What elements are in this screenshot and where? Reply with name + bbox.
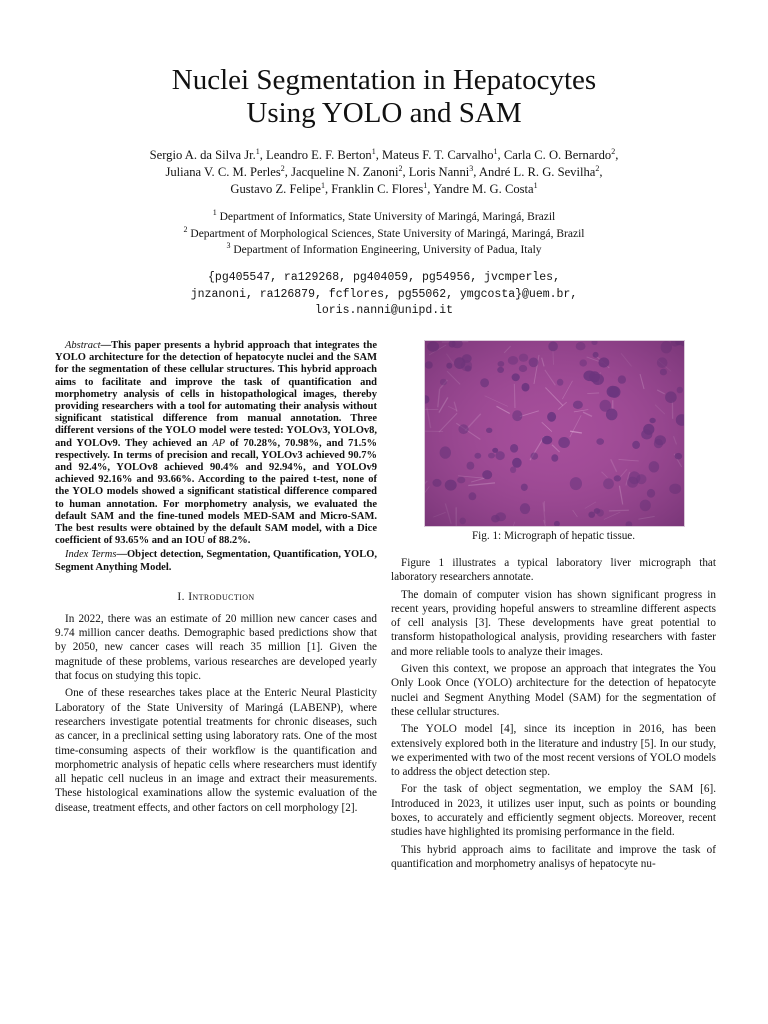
paragraph: Figure 1 illustrates a typical laboratory liver micrograph that laboratory researchers annotate.: [391, 557, 716, 584]
author-name: André L. R. G. Sevilha: [478, 165, 596, 179]
author-name: Carla C. O. Bernardo: [503, 148, 612, 162]
author-affiliation-mark: 2: [611, 146, 616, 156]
paragraph: In 2022, there was an estimate of 20 million new cancer cases and 9.74 million cancer deaths. Demographic based predictions show that by 2050, new cancer cases will reach 35 million [1]. Given the magnitude of these problems, various researches are developed yearly that focus on studying this topic.: [55, 612, 377, 683]
title-line-2: Using YOLO and SAM: [246, 97, 522, 129]
title-line-1: Nuclei Segmentation in Hepatocytes: [171, 64, 597, 96]
paragraph: One of these researches takes place at the Enteric Neural Plasticity Laboratory of the State University of Maringá (LABENP), where researchers investigate potential treatments for chronic diseases, such as cancer, in a preclinical setting using laboratory rats. One of the most time-consuming aspects of their workflow is the quantification and morphometric analysis of hepatic cells where researchers must identify all hepatic cell nucleus in an image and extract their measurements. These histological examinations allow the systemic evaluation of the disease, treatment effects, and other factors on cell morphology [2].: [55, 687, 377, 814]
paragraph: The YOLO model [4], since its inception in 2016, has been extensively explored both in the literature and industry [5]. In our study, we experimented with two of the most recent versions of YOLO models to address the object detection step.: [391, 723, 716, 779]
index-terms-lead: Index Terms: [65, 549, 117, 561]
section-heading-introduction: I. Introduction: [177, 590, 255, 603]
micrograph-image: [424, 340, 685, 527]
right-text: [391, 556, 716, 871]
author-affiliation-mark: 1: [320, 180, 325, 190]
index-terms: Index Terms—Object detection, Segmentation, Quantification, YOLO, Segment Anything Model.: [55, 549, 377, 573]
affiliation-item: $^2$ Department of Morphological Sciences, State University of Maringá, Maringá, Brazil: [183, 224, 585, 240]
email-line: {pg405547, ra129268, pg404059, pg54956, jvcmperles,: [208, 271, 560, 284]
affiliation-item: $^3$ Department of Information Engineering, University of Padua, Italy: [226, 241, 542, 256]
author-affiliation-mark: 1: [533, 180, 538, 190]
vignette-overlay: [425, 341, 684, 526]
author-affiliation-mark: 1: [493, 146, 498, 156]
author-list: [60, 147, 708, 198]
paragraph: For the task of object segmentation, we employ the SAM [6]. Introduced in 2023, it utilizes user input, such as points or bounding boxes, to accurately and efficiently segment objects. Moreover, recent studies have highlighted its promising performance in the field.: [391, 783, 716, 839]
affiliation-item: $^1$ Department of Informatics, State University of Maringá, Maringá, Brazil: [212, 208, 556, 223]
author-affiliation-mark: 2: [280, 163, 285, 173]
author-affiliation-mark: 1: [371, 146, 376, 156]
author-affiliation-mark: 3: [469, 163, 474, 173]
author-name: Yandre M. G. Costa: [433, 182, 534, 196]
author-line: Gustavo Z. Felipe$^1$, Franklin C. Flores$^1$, Yandre M. G. Costa$^1$: [230, 180, 538, 196]
left-column: [55, 340, 377, 815]
email-list: [0, 270, 768, 320]
email-line: jnzanoni, ra126879, fcflores, pg55062, ymgcosta}@uem.br,: [190, 287, 578, 301]
author-affiliation-mark: 2: [595, 163, 600, 173]
paragraph: Given this context, we propose an approach that integrates the You Only Look Once (YOLO) architecture for the detection of hepatocyte nuclei and Segment Anything Model (SAM) for the segmentation of these cellular structures.: [391, 663, 716, 718]
author-line: Juliana V. C. M. Perles$^2$, Jacqueline N. Zanoni$^2$, Loris Nanni$^3$, André L. R. G. Sevilha$^2$,: [165, 163, 603, 179]
author-name: Jacqueline N. Zanoni: [291, 165, 399, 179]
paragraph: This hybrid approach aims to facilitate and improve the task of quantification and morphometry analisys of hepatocyte nu-: [391, 843, 716, 870]
micrograph-svg: [425, 341, 684, 526]
email-line[interactable]: loris.nanni@unipd.it: [314, 304, 454, 317]
author-name: Franklin C. Flores: [331, 182, 424, 196]
abstract-lead: Abstract: [65, 340, 101, 351]
author-name: Leandro E. F. Berton: [266, 148, 372, 162]
author-name: Sergio A. da Silva Jr.: [149, 148, 256, 162]
author-affiliation-mark: 2: [398, 163, 403, 173]
figure-1: [391, 340, 716, 556]
paragraph: The domain of computer vision has shown significant progress in recent years, providing hopeful answers to streamline different aspects of cell analysis [3]. These developments have great potential to transform histopathological analysis, providing researchers with faster and more reliable tools to analyze their images.: [391, 588, 716, 658]
author-line: Sergio A. da Silva Jr.$^1$, Leandro E. F. Berton$^1$, Mateus F. T. Carvalho$^1$, Carla C. O. Bernardo$^2$,: [149, 146, 619, 162]
author-affiliation-mark: 1: [255, 146, 260, 156]
right-column: [391, 340, 716, 871]
paper-title: [0, 64, 768, 130]
author-name: Loris Nanni: [408, 165, 470, 179]
author-affiliation-mark: 1: [423, 180, 428, 190]
author-name: Mateus F. T. Carvalho: [382, 148, 494, 162]
figure-caption: Fig. 1: Micrograph of hepatic tissue.: [471, 530, 636, 542]
author-name: Juliana V. C. M. Perles: [165, 165, 281, 179]
abstract: Abstract—This paper presents a hybrid approach that integrates the YOLO architecture for the detection of hepatocyte nuclei and the SAM for the segmentation of these cellular structures. This hybrid approach aims to facilitate and improve the task of quantification and morphometry analysis of cells in histopathological images, thereby providing researchers with a tool for automating their analysis without significant statistical difference from manual annotation. Three different versions of the YOLO model were tested: YOLOv3, YOLOv8, and YOLOv9. They achieved an AP of 70.28%, 70.98%, and 71.5% respectively. In terms of precision and recall, YOLOv3 achieved 90.7% and 92.4%, YOLOv8 achieved 90.4% and 92.94%, and YOLOv9 achieved 92.16% and 93.66%. According to the paired t-test, none of the YOLO models showed a significant statistical difference compared to human annotation. For morphometry analysis, we evaluated the default SAM and the fine-tuned models MED-SAM and Micro-SAM. The best results were obtained by the default SAM model, with a Dice coefficient of 93.65% and an IOU of 88.2%.: [55, 340, 377, 547]
affiliation-list: [0, 209, 768, 259]
author-name: Gustavo Z. Felipe: [230, 182, 321, 196]
